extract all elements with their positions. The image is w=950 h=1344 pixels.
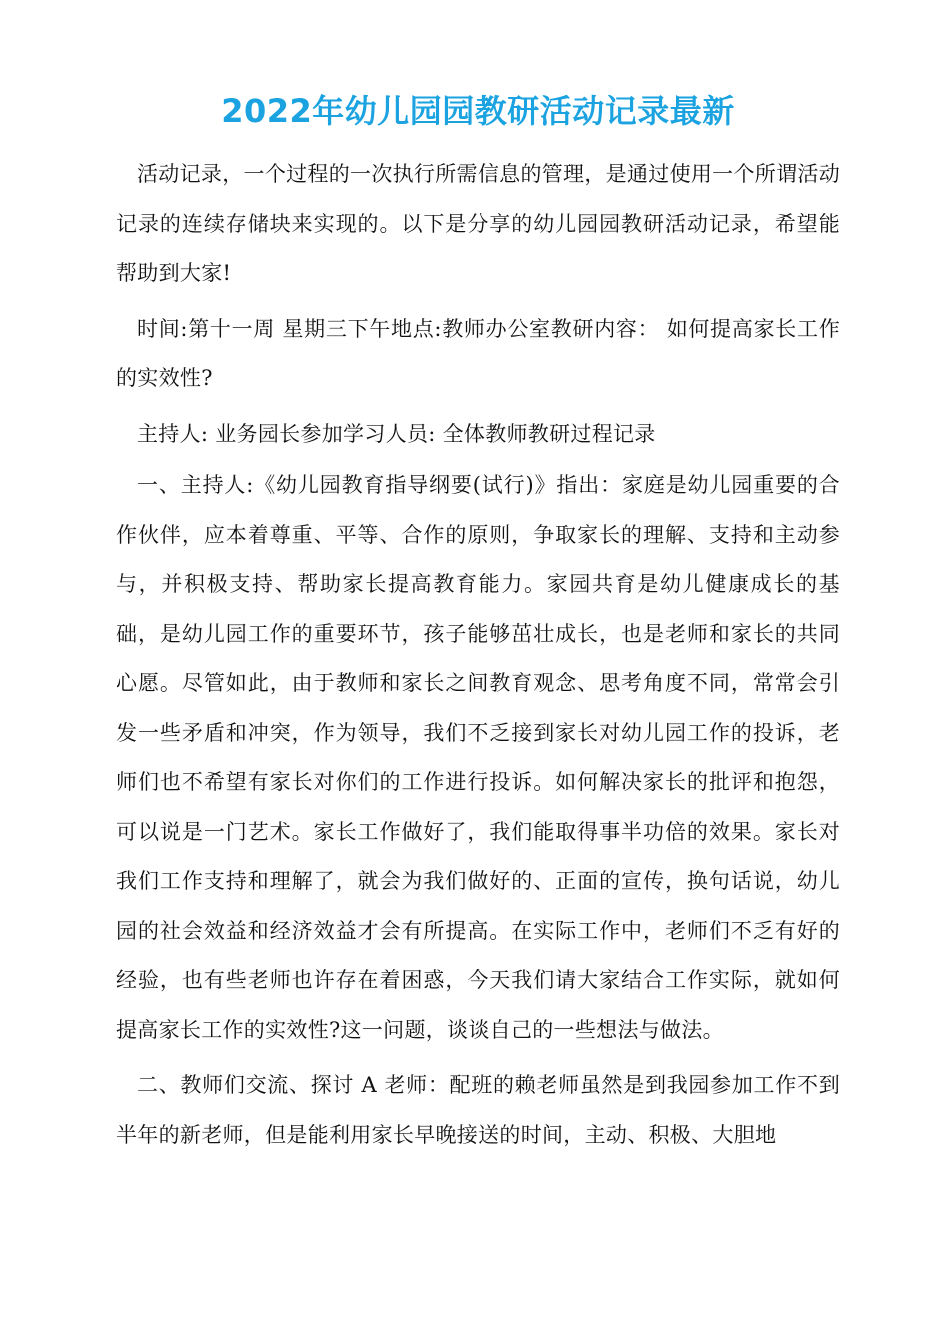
- time-location-paragraph: 时间:第十一周 星期三下午地点:教师办公室教研内容： 如何提高家长工作的实效性?: [116, 316, 840, 390]
- host-participants-paragraph: 主持人: 业务园长参加学习人员: 全体教师教研过程记录: [137, 421, 656, 446]
- intro-paragraph: 活动记录，一个过程的一次执行所需信息的管理，是通过使用一个所谓活动记录的连续存储块来实现的。以下是分享的幼儿园园教研活动记录，希望能帮助到大家!: [116, 162, 840, 285]
- document-title: 2022年幼儿园园教研活动记录最新: [221, 92, 735, 130]
- section-one-paragraph: 一、主持人:《幼儿园教育指导纲要(试行)》指出：家庭是幼儿园重要的合作伙伴，应本着尊重、平等、合作的原则，争取家长的理解、支持和主动参与，并积极支持、帮助家长提高教育能力。家园共育是幼儿健康成长的基础，是幼儿园工作的重要环节，孩子能够茁壮成长，也是老师和家长的共同心愿。尽管如此，由于教师和家长之间教育观念、思考角度不同，常常会引发一些矛盾和冲突，作为领导，我们不乏接到家长对幼儿园工作的投诉，老师们也不希望有家长对你们的工作进行投诉。如何解决家长的批评和抱怨，可以说是一门艺术。家长工作做好了，我们能取得事半功倍的效果。家长对我们工作支持和理解了，就会为我们做好的、正面的宣传，换句话说，幼儿园的社会效益和经济效益才会有所提高。在实际工作中，老师们不乏有好的经验，也有些老师也许存在着困惑，今天我们请大家结合工作实际，就如何提高家长工作的实效性?这一问题，谈谈自己的一些想法与做法。: [116, 473, 840, 1042]
- section-two-paragraph: 二、教师们交流、探讨 A 老师：配班的赖老师虽然是到我园参加工作不到半年的新老师，但是能利用家长早晚接送的时间，主动、积极、大胆地: [116, 1073, 840, 1147]
